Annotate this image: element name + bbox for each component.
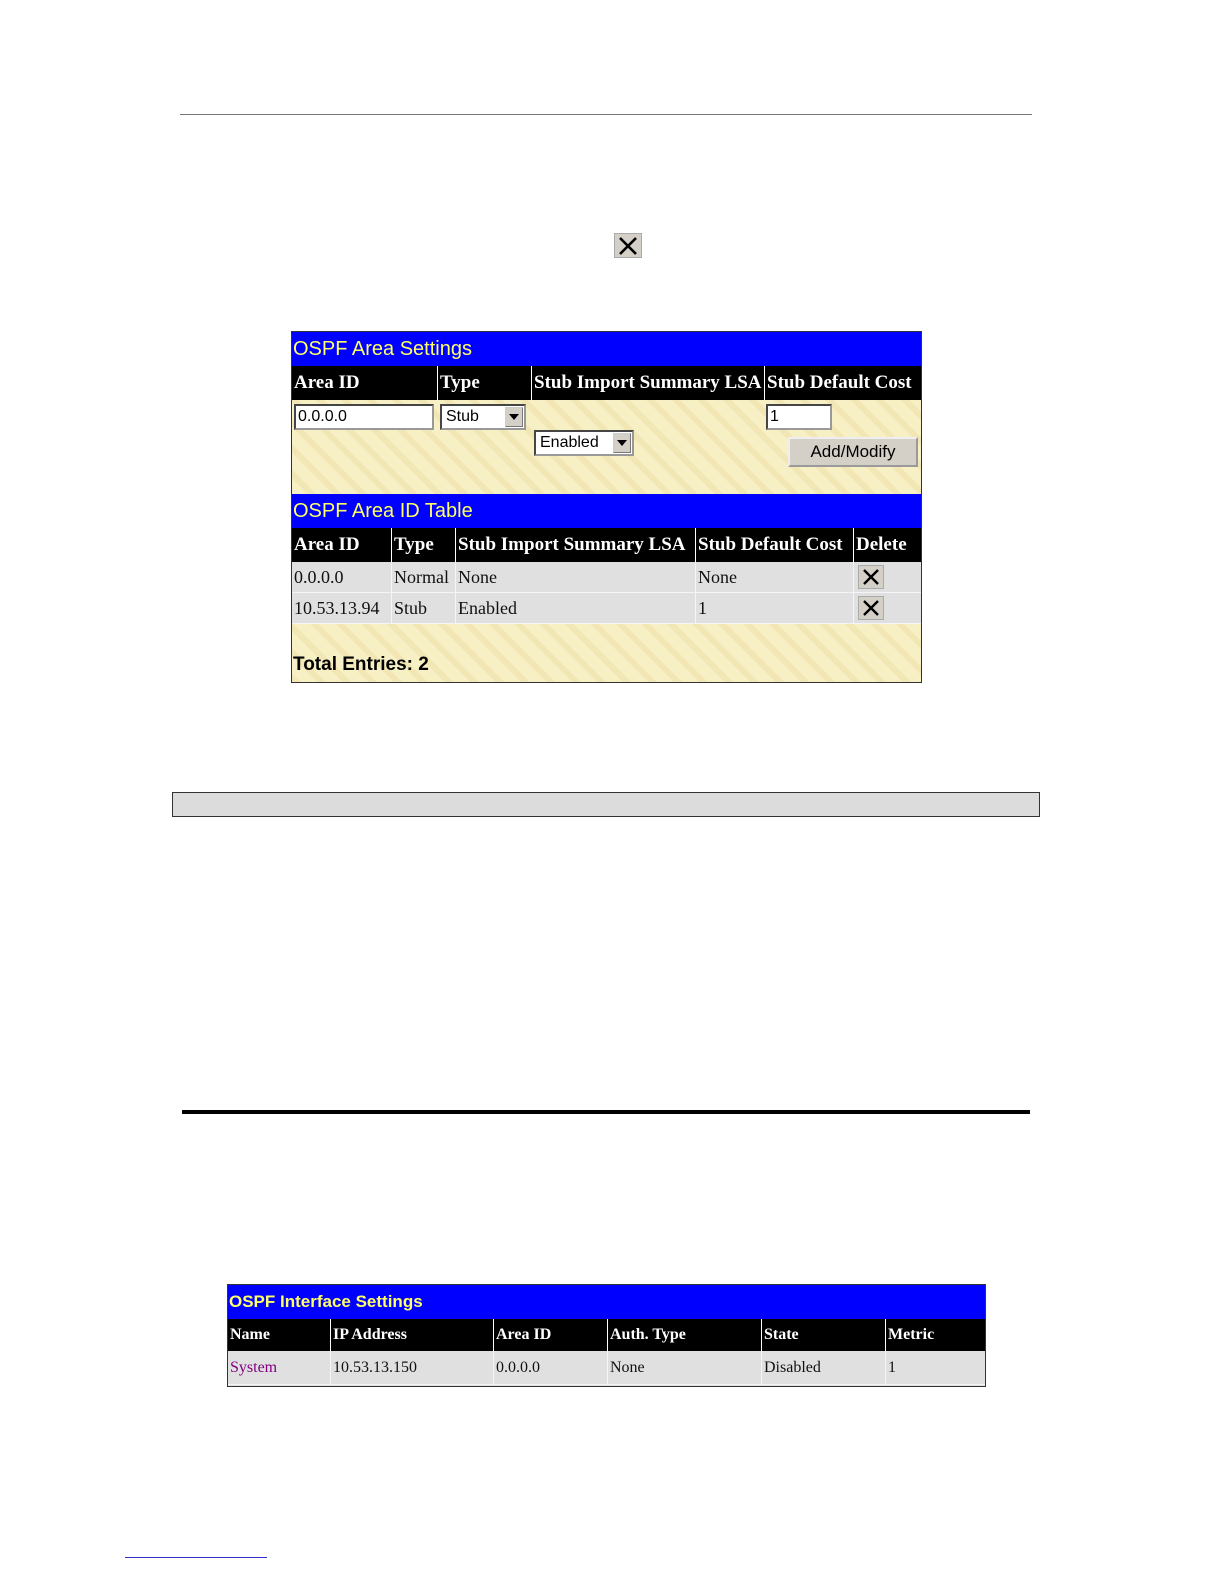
cell-stub-import: None [456, 562, 696, 592]
cell-delete [854, 562, 921, 592]
col-stub-import: Stub Import Summary LSA [456, 528, 696, 562]
cell-type: Normal [392, 562, 456, 592]
stub-import-select[interactable] [534, 430, 634, 456]
table-row [292, 562, 921, 593]
col-stub-cost: Stub Default Cost [767, 372, 912, 393]
cell-stub-cost: 1 [696, 593, 854, 623]
col-stub-import: Stub Import Summary LSA [532, 366, 765, 400]
cell-name [228, 1351, 331, 1384]
col-auth-type: Auth. Type [608, 1319, 762, 1351]
interface-settings-title: OSPF Interface Settings [228, 1285, 985, 1319]
cell-auth-type: None [608, 1351, 762, 1384]
col-area-id: Area ID [494, 1319, 608, 1351]
col-delete: Delete [856, 534, 907, 555]
stub-import-select-value: Enabled [540, 434, 599, 451]
ospf-interface-panel [227, 1284, 986, 1387]
cell-area-id: 0.0.0.0 [494, 1351, 608, 1384]
cell-ip-address: 10.53.13.150 [331, 1351, 494, 1384]
col-type: Type [438, 366, 532, 400]
type-select-value: Stub [446, 408, 479, 425]
cell-area-id: 0.0.0.0 [292, 562, 392, 592]
footer-rule [125, 1557, 267, 1558]
section-rule [182, 1110, 1030, 1114]
type-select[interactable] [440, 404, 526, 430]
stub-cost-input[interactable]: 1 [766, 404, 832, 430]
col-type: Type [392, 528, 456, 562]
total-entries: Total Entries: 2 [293, 654, 429, 675]
add-modify-button[interactable]: Add/Modify [788, 437, 918, 467]
col-name: Name [228, 1319, 331, 1351]
cell-delete [854, 593, 921, 623]
x-icon [861, 568, 881, 586]
interface-header [228, 1319, 985, 1351]
table-row [292, 593, 921, 624]
col-stub-cost: Stub Default Cost [696, 528, 854, 562]
area-table-title: OSPF Area ID Table [292, 494, 921, 528]
ospf-area-panel [291, 331, 922, 683]
cell-stub-import: Enabled [456, 593, 696, 623]
delete-button[interactable] [858, 565, 884, 589]
chevron-down-icon[interactable] [613, 433, 631, 453]
area-settings-title: OSPF Area Settings [292, 332, 921, 366]
delete-icon-example [614, 233, 642, 258]
col-metric: Metric [888, 1326, 935, 1343]
col-state: State [762, 1319, 886, 1351]
area-settings-form [292, 400, 921, 494]
table-row [228, 1351, 985, 1385]
col-area-id: Area ID [292, 528, 392, 562]
area-id-input[interactable]: 0.0.0.0 [294, 404, 434, 430]
x-icon [617, 236, 639, 256]
interface-name-link[interactable]: System [230, 1359, 278, 1376]
col-area-id: Area ID [292, 366, 438, 400]
chevron-down-icon[interactable] [505, 407, 523, 427]
x-icon [861, 599, 881, 617]
header-rule [180, 114, 1032, 115]
cell-state: Disabled [762, 1351, 886, 1384]
delete-button[interactable] [858, 596, 884, 620]
col-ip-address: IP Address [331, 1319, 494, 1351]
cell-stub-cost: None [696, 562, 854, 592]
area-settings-header [292, 366, 921, 400]
gray-divider-bar [172, 792, 1040, 817]
area-table-header [292, 528, 921, 562]
cell-area-id: 10.53.13.94 [292, 593, 392, 623]
cell-metric: 1 [888, 1359, 896, 1376]
cell-type: Stub [392, 593, 456, 623]
